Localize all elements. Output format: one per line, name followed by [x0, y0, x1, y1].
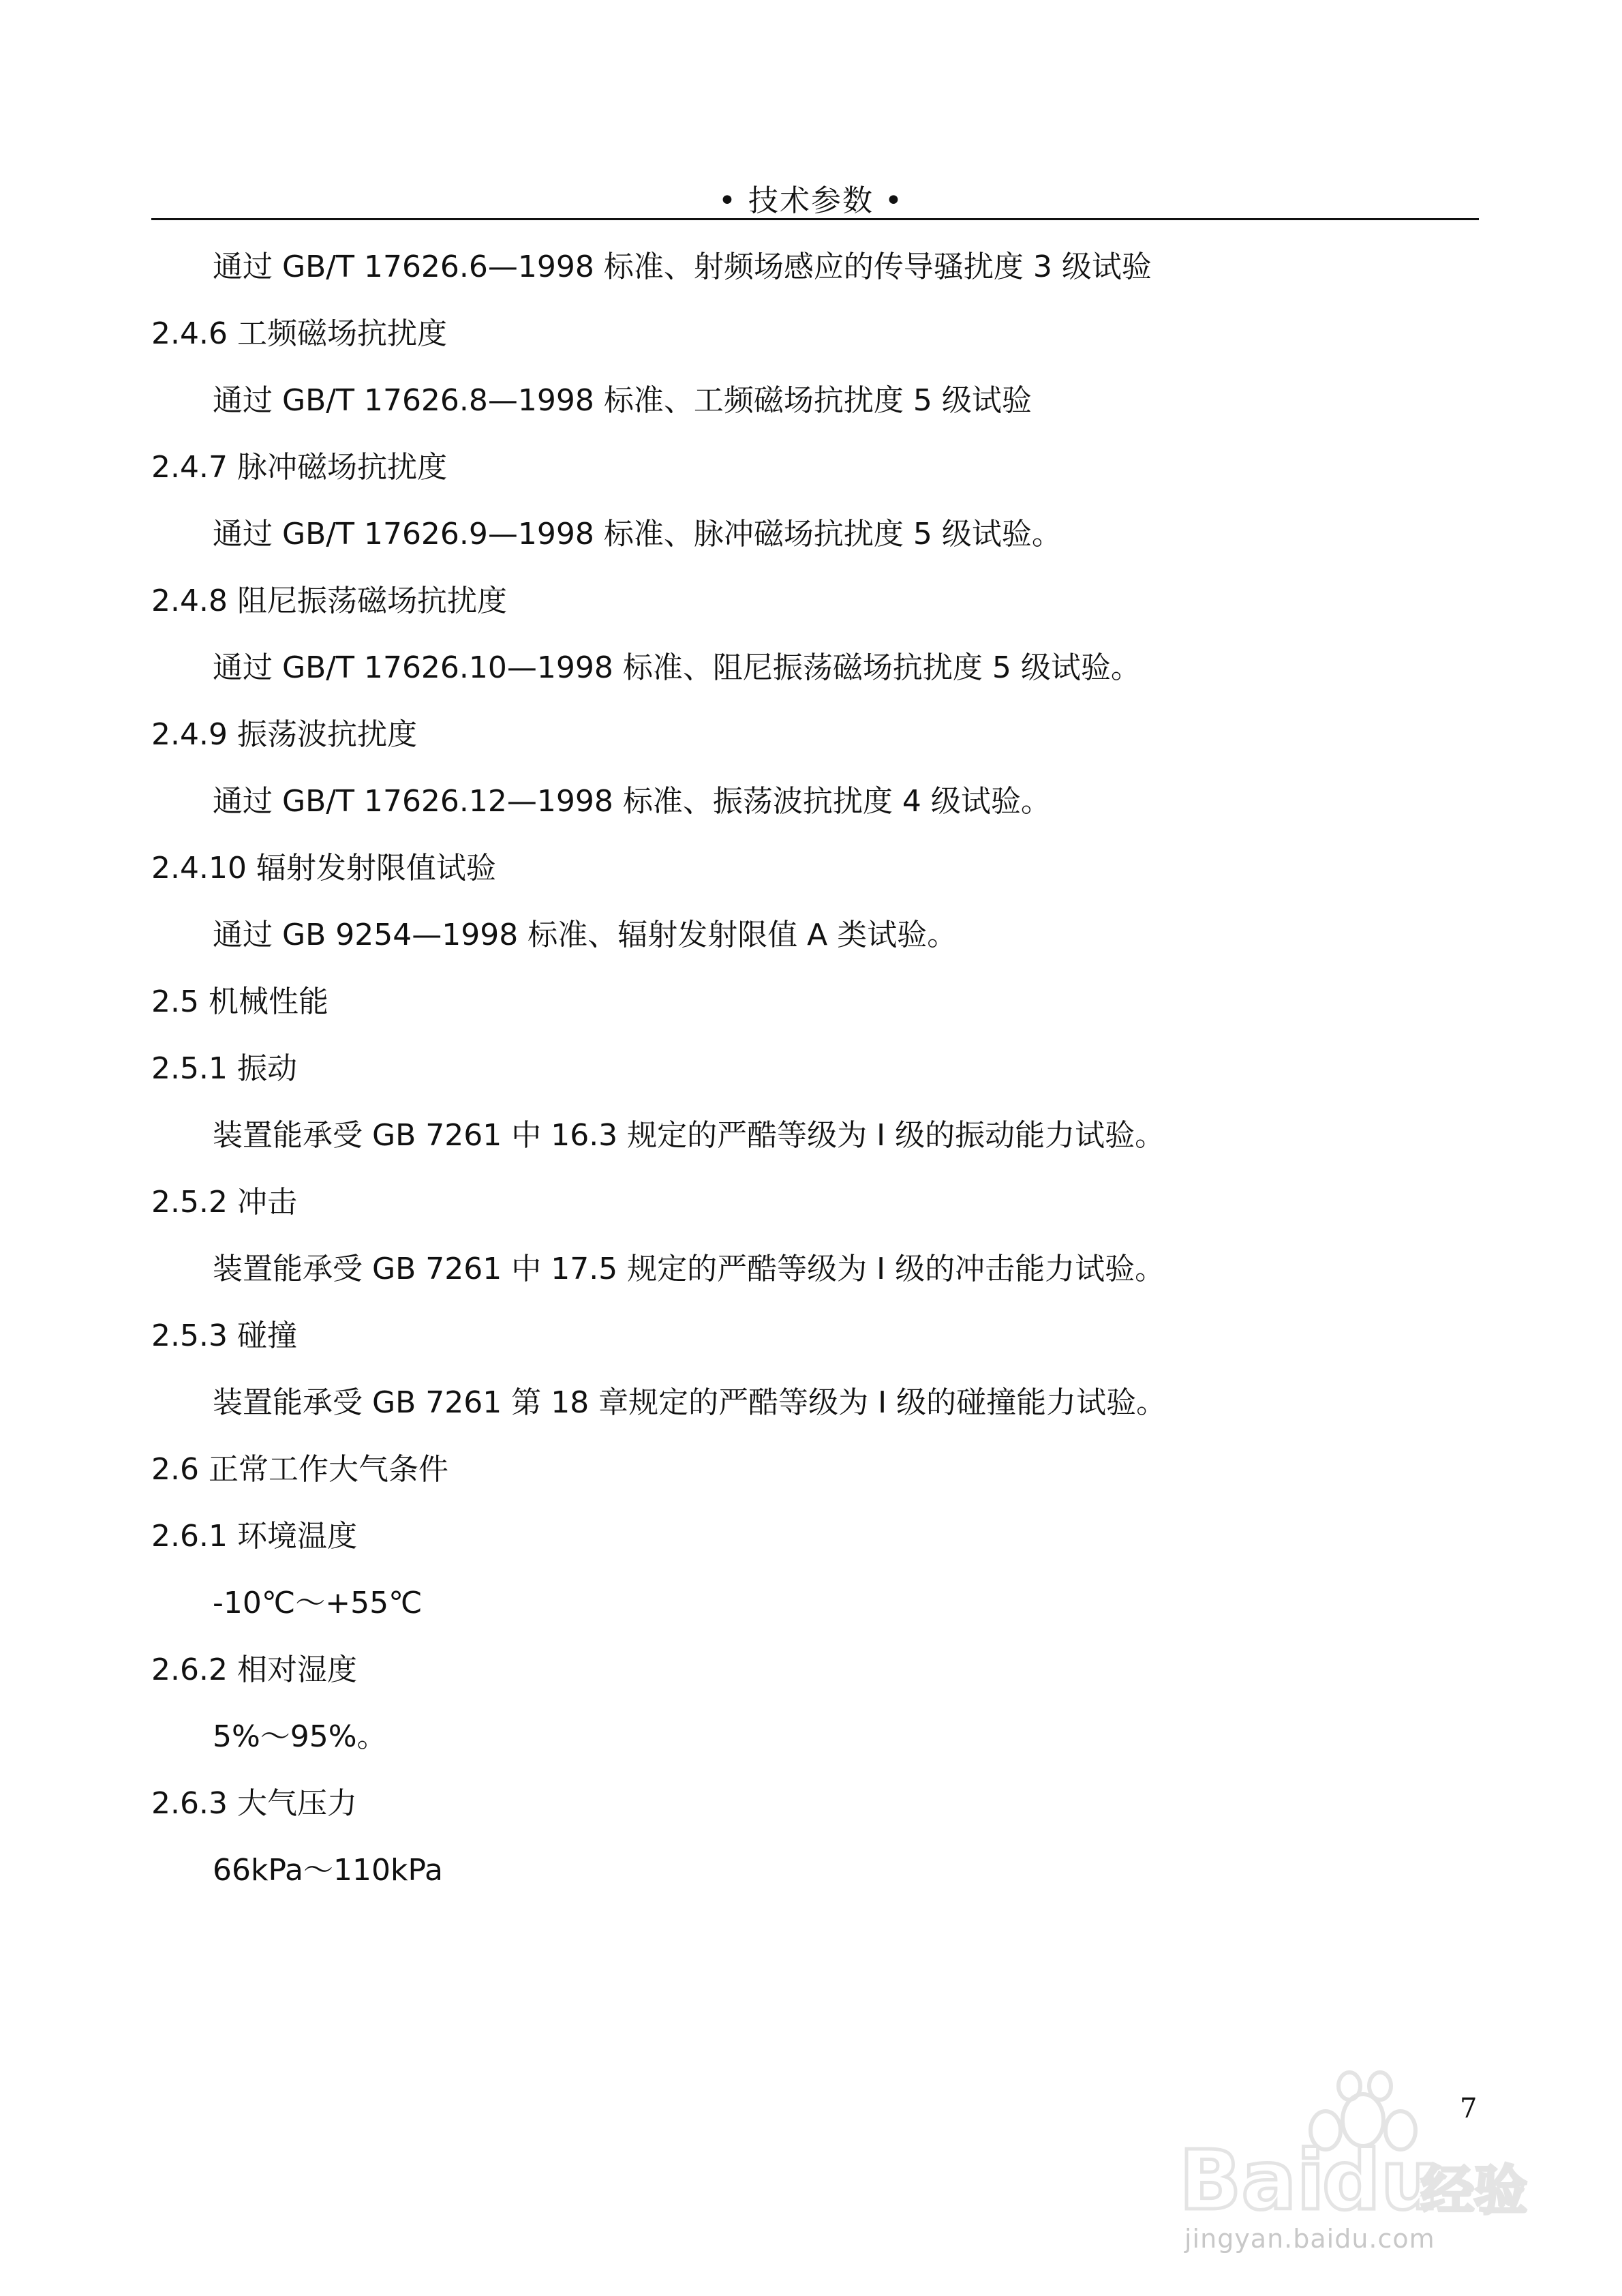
- section-heading: 2.4.7 脉冲磁场抗扰度: [151, 450, 447, 485]
- section-heading: 2.5.3 碰撞: [151, 1318, 297, 1353]
- section-heading: 2.5.2 冲击: [151, 1185, 297, 1220]
- page-header-title: • 技术参数 •: [718, 183, 904, 218]
- section-heading: 2.5 机械性能: [151, 984, 328, 1019]
- svg-text:经验: 经验: [1421, 2160, 1528, 2222]
- body-line: 通过 GB/T 17626.8—1998 标准、工频磁场抗扰度 5 级试验: [213, 383, 1032, 418]
- section-heading: 2.4.8 阻尼振荡磁场抗扰度: [151, 584, 507, 618]
- body-line: -10℃～+55℃: [213, 1586, 423, 1620]
- section-heading: 2.6.3 大气压力: [151, 1786, 357, 1821]
- body-line: 通过 GB/T 17626.12—1998 标准、振荡波抗扰度 4 级试验。: [213, 784, 1051, 819]
- section-heading: 2.4.6 工频磁场抗扰度: [151, 316, 447, 351]
- body-line: 通过 GB/T 17626.10—1998 标准、阻尼振荡磁场抗扰度 5 级试验。: [213, 650, 1141, 685]
- body-line: 装置能承受 GB 7261 中 17.5 规定的严酷等级为 I 级的冲击能力试验。: [213, 1252, 1165, 1286]
- body-line: 5%～95%。: [213, 1719, 387, 1754]
- svg-text:Bai: Bai: [1179, 2134, 1325, 2229]
- body-line: 66kPa～110kPa: [213, 1853, 443, 1888]
- body-line: 通过 GB/T 17626.9—1998 标准、脉冲磁场抗扰度 5 级试验。: [213, 517, 1062, 552]
- svg-text:du: du: [1322, 2134, 1439, 2229]
- section-heading: 2.6.2 相对湿度: [151, 1652, 357, 1687]
- page-number: 7: [1460, 2093, 1478, 2124]
- body-line: 装置能承受 GB 7261 中 16.3 规定的严酷等级为 I 级的振动能力试验。: [213, 1118, 1165, 1153]
- section-heading: 2.5.1 振动: [151, 1051, 297, 1086]
- body-line: 通过 GB/T 17626.6—1998 标准、射频场感应的传导骚扰度 3 级试验: [213, 250, 1152, 284]
- section-heading: 2.6 正常工作大气条件: [151, 1452, 448, 1487]
- header-divider: [151, 218, 1479, 220]
- body-line: 装置能承受 GB 7261 第 18 章规定的严酷等级为 I 级的碰撞能力试验。: [213, 1385, 1167, 1420]
- watermark-url: jingyan.baidu.com: [1184, 2224, 1435, 2254]
- section-heading: 2.4.10 辐射发射限值试验: [151, 851, 496, 886]
- body-line: 通过 GB 9254—1998 标准、辐射发射限值 A 类试验。: [213, 918, 958, 952]
- section-heading: 2.6.1 环境温度: [151, 1519, 357, 1554]
- section-heading: 2.4.9 振荡波抗扰度: [151, 717, 417, 752]
